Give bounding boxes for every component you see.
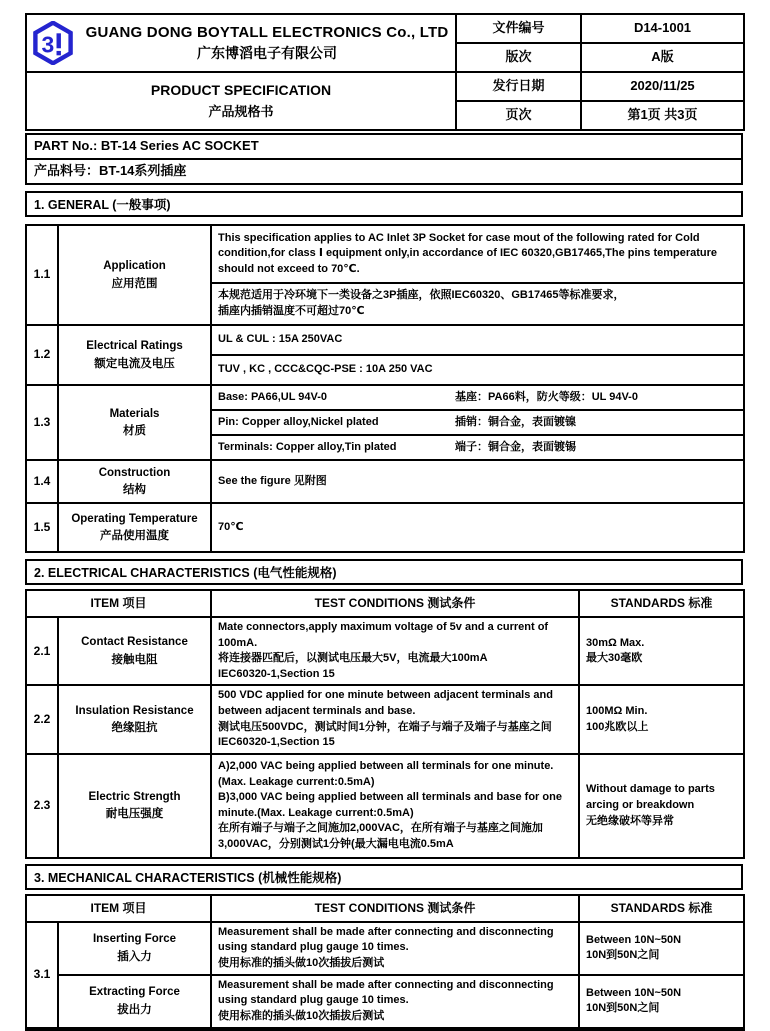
doc-number-label: 文件编号 bbox=[456, 14, 581, 43]
extracting-force-standard: Between 10N~50N 10N到50N之间 bbox=[579, 975, 744, 1029]
item-electric-strength: Electric Strength 耐电压强度 bbox=[58, 754, 211, 858]
revision-value: A版 bbox=[581, 43, 744, 72]
doc-title-cn: 产品规格书 bbox=[208, 103, 274, 119]
insulation-resistance-conditions: 500 VDC applied for one minute between adjacent terminals and between adjacent terminals and base. 测试电压500VDC，测试时间1分钟，在端子与端子及端子与基座之间 IEC60320-1,Section 15 bbox=[211, 685, 579, 753]
column-header-test-conditions: TEST CONDITIONS 测试条件 bbox=[211, 590, 579, 617]
material-base: Base: PA66,UL 94V-0 基座：PA66料，防火等级：UL 94V-0 bbox=[211, 385, 744, 410]
company-name-en: GUANG DONG BOYTALL ELECTRONICS Co., LTD bbox=[85, 23, 449, 41]
company-block bbox=[26, 14, 456, 72]
item-application: Application 应用范围 bbox=[58, 225, 211, 325]
extracting-force-conditions: Measurement shall be made after connecting and disconnecting using standard plug gauge 10 times. 使用标准的插头做10次插拔后测试 bbox=[211, 975, 579, 1029]
column-header-standards: STANDARDS 标准 bbox=[579, 590, 744, 617]
column-header-test-conditions: TEST CONDITIONS 测试条件 bbox=[211, 895, 579, 922]
item-extracting-force: Extracting Force 拔出力 bbox=[58, 975, 211, 1029]
column-header-item: ITEM 项目 bbox=[26, 590, 211, 617]
item-materials: Materials 材质 bbox=[58, 385, 211, 460]
row-number: 1.2 bbox=[26, 325, 58, 385]
row-number: 2.2 bbox=[26, 685, 58, 753]
material-terminals: Terminals: Copper alloy,Tin plated 端子：铜合金，表面镀锡 bbox=[211, 435, 744, 460]
general-table bbox=[25, 224, 745, 553]
application-text-cn: 本规范适用于冷环境下一类设备之3P插座，依照IEC60320、GB17465等标准要求， 插座内插销温度不可超过70℃ bbox=[211, 283, 744, 325]
item-electrical-ratings: Electrical Ratings 额定电流及电压 bbox=[58, 325, 211, 385]
item-operating-temperature: Operating Temperature 产品使用温度 bbox=[58, 503, 211, 552]
column-header-standards: STANDARDS 标准 bbox=[579, 895, 744, 922]
inserting-force-standard: Between 10N~50N 10N到50N之间 bbox=[579, 922, 744, 975]
page-value: 第1页 共3页 bbox=[581, 101, 744, 130]
row-number: 1.5 bbox=[26, 503, 58, 552]
part-number-en: PART No.: BT-14 Series AC SOCKET bbox=[26, 134, 742, 159]
operating-temperature-text: 70℃ bbox=[211, 503, 744, 552]
company-name-cn: 广东博滔电子有限公司 bbox=[197, 45, 337, 62]
doc-title-block bbox=[26, 72, 456, 130]
inserting-force-conditions: Measurement shall be made after connecting and disconnecting using standard plug gauge 10 times. 使用标准的插头做10次插拔后测试 bbox=[211, 922, 579, 975]
application-text-en: This specification applies to AC Inlet 3P Socket for case mout of the following rated for Cold condition,for class Ⅰ equipment only,in accordance of IEC 60320,GB17465,The pins temperature should not exceed to 70℃. bbox=[211, 225, 744, 283]
row-number: 1.1 bbox=[26, 225, 58, 325]
electric-strength-conditions: A)2,000 VAC being applied between all terminals for one minute. (Max. Leakage current:0.5mA) B)3,000 VAC being applied between all terminals and base for one minute.(Max. Leakage current:0.5mA) 在所有端子与端子之间施加2,000VAC，在所有端子与基座之间施加3,000VAC，分别测试1分钟(最大漏电电流0.5mA bbox=[211, 754, 579, 858]
doc-title-en: PRODUCT SPECIFICATION bbox=[150, 81, 332, 98]
part-number-cn: 产品料号：BT-14系列插座 bbox=[26, 159, 742, 184]
electrical-section-title: 2. ELECTRICAL CHARACTERISTICS (电气性能规格) bbox=[25, 559, 743, 585]
page-label: 页次 bbox=[456, 101, 581, 130]
rating-line-2: TUV , KC , CCC&CQC-PSE : 10A 250 VAC bbox=[211, 355, 744, 385]
row-number: 1.4 bbox=[26, 460, 58, 503]
rating-line-1: UL & CUL : 15A 250VAC bbox=[211, 325, 744, 355]
part-number-table bbox=[25, 133, 743, 185]
electric-strength-standard: Without damage to parts arcing or breakdown 无绝缘破坏等异常 bbox=[579, 754, 744, 858]
construction-text: See the figure 见附图 bbox=[211, 460, 744, 503]
item-contact-resistance: Contact Resistance 接触电阻 bbox=[58, 617, 211, 685]
mechanical-section-title: 3. MECHANICAL CHARACTERISTICS (机械性能规格) bbox=[25, 864, 743, 890]
revision-label: 版次 bbox=[456, 43, 581, 72]
column-header-item: ITEM 项目 bbox=[26, 895, 211, 922]
row-number: 2.1 bbox=[26, 617, 58, 685]
row-number: 1.3 bbox=[26, 385, 58, 460]
contact-resistance-standard: 30mΩ Max. 最大30毫欧 bbox=[579, 617, 744, 685]
row-number: 3.1 bbox=[26, 922, 58, 1029]
doc-number-value: D14-1001 bbox=[581, 14, 744, 43]
item-inserting-force: Inserting Force 插入力 bbox=[58, 922, 211, 975]
mechanical-table bbox=[25, 894, 745, 1031]
issue-date-value: 2020/11/25 bbox=[581, 72, 744, 101]
item-insulation-resistance: Insulation Resistance 绝缘阻抗 bbox=[58, 685, 211, 753]
electrical-table bbox=[25, 589, 745, 859]
material-pin: Pin: Copper alloy,Nickel plated 插销：铜合金，表面镀镍 bbox=[211, 410, 744, 435]
company-hexagon-logo-icon bbox=[31, 21, 75, 65]
issue-date-label: 发行日期 bbox=[456, 72, 581, 101]
row-number: 2.3 bbox=[26, 754, 58, 858]
header-table bbox=[25, 13, 745, 131]
contact-resistance-conditions: Mate connectors,apply maximum voltage of 5v and a current of 100mA. 将连接器匹配后，以测试电压最大5V，电流最大100mA IEC60320-1,Section 15 bbox=[211, 617, 579, 685]
insulation-resistance-standard: 100MΩ Min. 100兆欧以上 bbox=[579, 685, 744, 753]
svg-text:3: 3 bbox=[41, 31, 55, 58]
spec-document bbox=[25, 13, 743, 1031]
general-section-title: 1. GENERAL (一般事项) bbox=[25, 191, 743, 217]
item-construction: Construction 结构 bbox=[58, 460, 211, 503]
